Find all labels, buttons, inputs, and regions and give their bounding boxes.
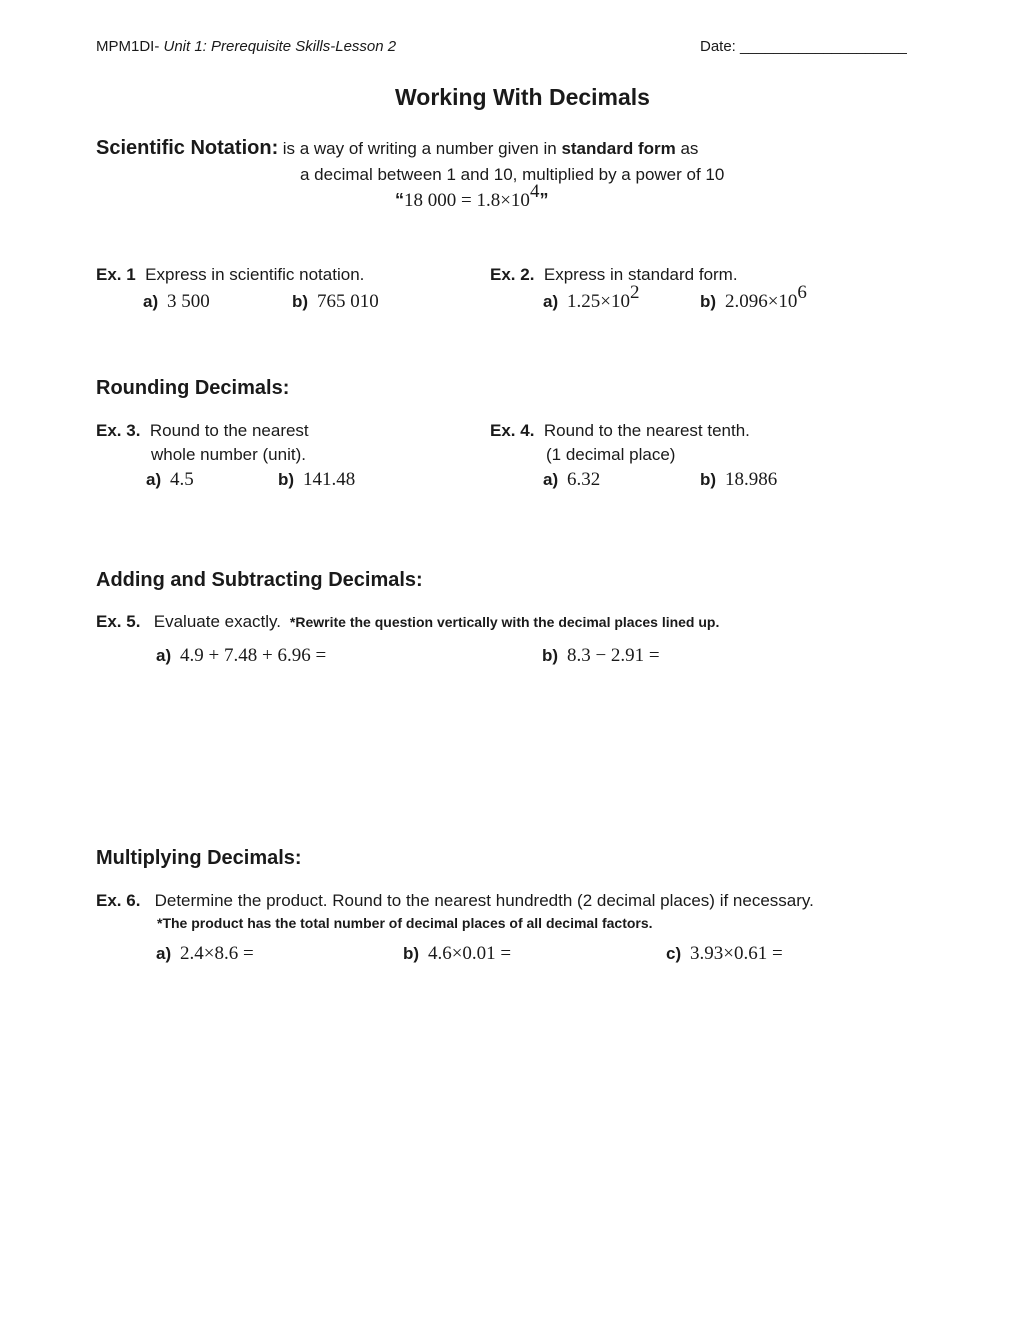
ex6-label: Ex. 6. <box>96 891 141 910</box>
ex6-text: Determine the product. Round to the nearest hundredth (2 decimal places) if necessary. <box>154 891 814 910</box>
ex2-part-b: b) $2.096\times 10^6$ <box>700 282 807 312</box>
ex3-part-a: a) 4.5 <box>146 469 194 490</box>
sci-def-post: as <box>675 139 699 158</box>
ex6-part-c: c) 3.93×0.61 = <box>666 943 783 964</box>
ex2-label: Ex. 2. <box>490 265 535 284</box>
ex2-b-value: 2.096×10 <box>724 291 798 312</box>
ex1-part-a: a) 3 500 <box>143 291 210 312</box>
sci-example <box>395 181 549 212</box>
ex6-prompt <box>96 891 814 911</box>
ex4-line2: (1 decimal place) <box>546 445 676 464</box>
ex5-part-b: b) 8.3 − 2.91 = <box>542 645 660 666</box>
ex3-label: Ex. 3. <box>96 421 141 440</box>
ex5-label: Ex. 5. <box>96 612 141 631</box>
date-field <box>700 38 907 55</box>
sci-example-exponent: 4 <box>529 181 540 202</box>
multiplying-heading: Multiplying Decimals: <box>96 847 302 869</box>
ex4-prompt: Ex. 4. Round to the nearest tenth. <box>490 421 750 440</box>
adding-heading: Adding and Subtracting Decimals: <box>96 569 423 591</box>
ex2-prompt <box>490 265 738 285</box>
page-title: Working With Decimals <box>395 84 650 110</box>
page-header <box>96 38 396 55</box>
sci-example-math: 18 000 = 1.8×10 <box>404 190 530 211</box>
ex6-note: *The product has the total number of decimal places of all decimal factors. <box>157 915 653 931</box>
ex2-text: Express in standard form. <box>543 265 738 284</box>
ex1-label: Ex. 1 <box>96 265 136 284</box>
sci-def-bold: standard form <box>561 139 676 158</box>
ex1-a-value: 3 500 <box>167 291 210 312</box>
ex2-part-a: a) $1.25\times 10^2$ <box>543 282 640 312</box>
ex5-text: Evaluate exactly. <box>153 612 282 631</box>
ex1-part-b: b) 765 010 <box>292 291 379 312</box>
unit-title: Unit 1: Prerequisite Skills-Lesson 2 <box>163 38 397 55</box>
sci-notation-definition <box>96 137 698 160</box>
ex5-note: *Rewrite the question vertically with the decimal places lined up. <box>289 614 720 630</box>
ex1-text: Express in scientific notation. <box>145 265 365 284</box>
sci-def-pre: is a way of writing a number given in <box>282 139 562 158</box>
sci-def-line2: a decimal between 1 and 10, multiplied by a power of 10 <box>300 165 725 184</box>
ex5-part-a: a) 4.9 + 7.48 + 6.96 = <box>156 645 327 666</box>
ex3-part-b: b) 141.48 <box>278 469 356 490</box>
rounding-heading: Rounding Decimals: <box>96 377 290 399</box>
ex4-part-b: b) 18.986 <box>700 469 778 490</box>
ex4-label: Ex. 4. <box>490 421 535 440</box>
ex1-b-value: 765 010 <box>316 291 379 312</box>
ex3-line2: whole number (unit). <box>151 445 306 464</box>
ex1-prompt <box>96 265 364 285</box>
close-quote: ” <box>539 190 549 210</box>
course-code: MPM1DI- <box>96 38 164 55</box>
ex5-prompt <box>96 612 719 632</box>
sci-notation-heading: Scientific Notation: <box>96 137 279 159</box>
ex6-part-a: a) 2.4×8.6 = <box>156 943 254 964</box>
ex2-a-value: 1.25×10 <box>567 291 630 312</box>
ex3-prompt: Ex. 3. Round to the nearest <box>96 421 309 440</box>
date-blank: ____________________ <box>740 38 907 55</box>
date-label: Date: <box>700 38 741 55</box>
ex4-part-a: a) 6.32 <box>543 469 601 490</box>
ex6-part-b: b) 4.6×0.01 = <box>403 943 512 964</box>
open-quote: “ <box>395 190 404 210</box>
